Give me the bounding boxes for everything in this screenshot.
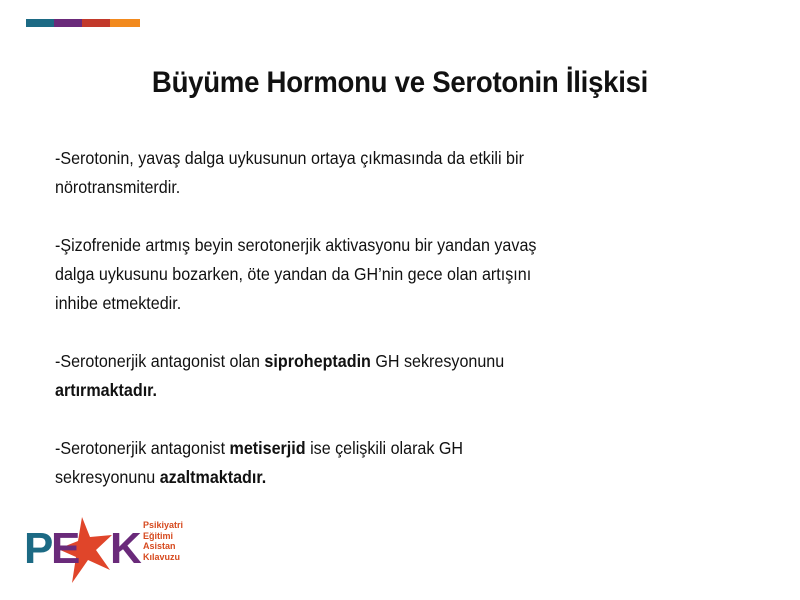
text-run: ise çelişkili olarak GH [305,438,464,458]
text-run: -Şizofrenide artmış beyin serotonerjik aktivasyonu bir yandan yavaş [55,235,537,255]
text-line [55,347,644,376]
text-run: sekresyonunu [55,467,160,487]
text-line [55,231,644,260]
text-run: dalga uykusunu bozarken, öte yandan da GH’nin gece olan artışını [55,264,532,284]
logo-letter-k: K [110,524,142,573]
paragraph [55,434,644,492]
top-color-bar [26,19,140,27]
text-line [55,173,644,202]
text-line [55,144,644,173]
text-run: -Serotonerjik antagonist [55,438,230,458]
text-run: nörotransmiterdir. [55,177,181,197]
logo-line: Kılavuzu [143,551,181,562]
bold-text: siproheptadin [264,351,371,371]
text-line [55,260,644,289]
logo-letter-e: E [51,524,81,573]
paragraph [55,231,644,318]
text-line [55,376,644,405]
logo-line: Psikiyatri [143,520,184,530]
logo-letter-p: P [24,524,54,573]
paragraph [55,144,644,202]
text-line [55,289,644,318]
text-run: inhibe etmektedir. [55,293,182,313]
slide-title: Büyüme Hormonu ve Serotonin İlişkisi [151,66,649,99]
bar-segment [82,19,110,27]
logo-line: Eğitimi [143,530,174,541]
bold-text: artırmaktadır. [55,380,158,400]
paragraph [55,347,644,405]
text-line [55,463,644,492]
text-line [55,434,644,463]
bold-text: metiserjid [229,438,306,458]
bar-segment [54,19,82,27]
text-run: -Serotonin, yavaş dalga uykusunun ortaya çıkmasında da etkili bir [55,148,524,168]
logo-line: Asistan [143,541,176,551]
text-run: GH sekresyonunu [370,351,505,371]
bold-text: azaltmaktadır. [159,467,267,487]
logo-subtitle [143,520,183,562]
bar-segment [26,19,54,27]
slide-body [55,144,644,521]
text-run: -Serotonerjik antagonist olan [55,351,265,371]
bar-segment [110,19,140,27]
